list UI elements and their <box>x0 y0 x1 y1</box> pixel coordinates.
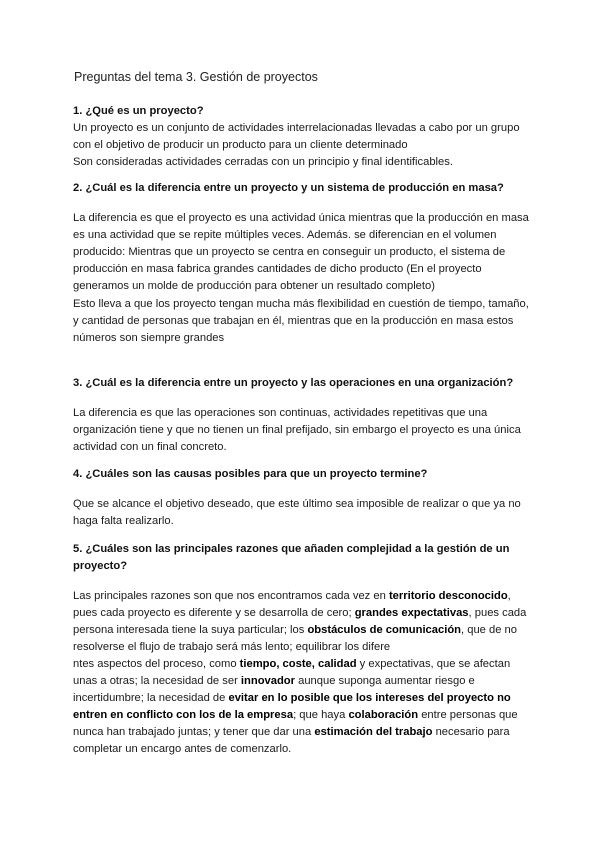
answer-text: nunca han trabajado juntas; y tener que dar una <box>73 726 315 738</box>
answer-text: , <box>507 590 511 602</box>
answer-bold: evitar en lo posible que los intereses del proyecto no <box>228 692 511 704</box>
answer-bold: innovador <box>240 675 295 687</box>
answer-2-paragraph-1 <box>73 210 533 295</box>
answer-line: y cantidad de personas que trabajan en él, mientras que en la producción en masa estos <box>73 315 514 327</box>
question-1: 1. ¿Qué es un proyecto? <box>73 105 204 117</box>
answer-line: haga falta realizarlo. <box>73 515 174 527</box>
answer-bold: grandes expectativas <box>354 607 469 619</box>
question-2: 2. ¿Cuál es la diferencia entre un proyecto y un sistema de producción en masa? <box>73 182 504 194</box>
answer-text: , pues cada <box>468 607 527 619</box>
answer-3 <box>73 405 533 456</box>
answer-line: La diferencia es que las operaciones son continuas, actividades repetitivas que una <box>73 407 488 419</box>
answer-line: Que se alcance el objetivo deseado, que este último sea imposible de realizar o que ya no <box>73 498 521 510</box>
answer-line: La diferencia es que el proyecto es una actividad única mientras que la producción en masa <box>73 212 529 224</box>
answer-1 <box>73 120 533 171</box>
answer-bold: territorio desconocido <box>388 590 508 602</box>
answer-text: necesario para <box>432 726 510 738</box>
answer-text: completar un encargo antes de comenzarlo. <box>73 743 292 755</box>
answer-text: y expectativas, que se afectan <box>356 658 511 670</box>
question-5 <box>73 541 533 575</box>
answer-line: Esto lleva a que los proyecto tengan mucha más flexibilidad en cuestión de tiempo, tamaño, <box>73 298 529 310</box>
question-line: proyecto? <box>73 560 128 572</box>
answer-bold: tiempo, coste, calidad <box>239 658 357 670</box>
answer-line: producido: Mientras que un proyecto se centra en conseguir un producto, el sistema de <box>73 246 506 258</box>
answer-2-paragraph-2 <box>73 296 533 347</box>
answer-line: con el objetivo de producir un producto para un cliente determinado <box>73 139 408 151</box>
answer-text: incertidumbre; la necesidad de <box>73 692 229 704</box>
answer-line: Son consideradas actividades cerradas con un principio y final identificables. <box>73 156 453 168</box>
answer-text: , que de no <box>461 624 518 636</box>
answer-line: actividad con un final concreto. <box>73 441 227 453</box>
answer-text: unas a otras; la necesidad de ser <box>73 675 241 687</box>
answer-4 <box>73 496 533 530</box>
answer-5 <box>73 588 533 758</box>
answer-line: producción en masa fabrica grandes cantidades de dicho producto (En el proyecto <box>73 263 482 275</box>
document-title: Preguntas del tema 3. Gestión de proyectos <box>74 70 318 84</box>
answer-text: ntes aspectos del proceso, como <box>73 658 240 670</box>
answer-bold: entren en conflicto con los de la empresa <box>73 709 294 721</box>
question-line: 5. ¿Cuáles son las principales razones que añaden complejidad a la gestión de un <box>73 543 510 555</box>
answer-bold: obstáculos de comunicación <box>307 624 462 636</box>
answer-bold: colaboración <box>348 709 419 721</box>
answer-text: resolverse el flujo de trabajo será más lento; equilibrar los difere <box>73 641 391 653</box>
answer-text: ; que haya <box>293 709 349 721</box>
question-4: 4. ¿Cuáles son las causas posibles para que un proyecto termine? <box>73 468 428 480</box>
answer-line: números son siempre grandes <box>73 332 225 344</box>
answer-text: persona interesada tiene la suya particular; los <box>73 624 308 636</box>
answer-line: es una actividad que se repite múltiples veces. Además. se diferencian en el volumen <box>73 229 497 241</box>
answer-text: pues cada proyecto es diferente y se desarrolla de cero; <box>73 607 355 619</box>
answer-text: Las principales razones son que nos encontramos cada vez en <box>73 590 389 602</box>
question-3: 3. ¿Cuál es la diferencia entre un proyecto y las operaciones en una organización? <box>73 377 514 389</box>
answer-line: organización tiene y que no tienen un final prefijado, sin embargo el proyecto es una única <box>73 424 521 436</box>
answer-line: generamos un molde de producción para obtener un resultado completo) <box>73 280 435 292</box>
answer-text: aunque suponga aumentar riesgo e <box>295 675 475 687</box>
answer-text: entre personas que <box>418 709 518 721</box>
answer-line: Un proyecto es un conjunto de actividades interrelacionadas llevadas a cabo por un grupo <box>73 122 520 134</box>
answer-bold: estimación del trabajo <box>314 726 433 738</box>
